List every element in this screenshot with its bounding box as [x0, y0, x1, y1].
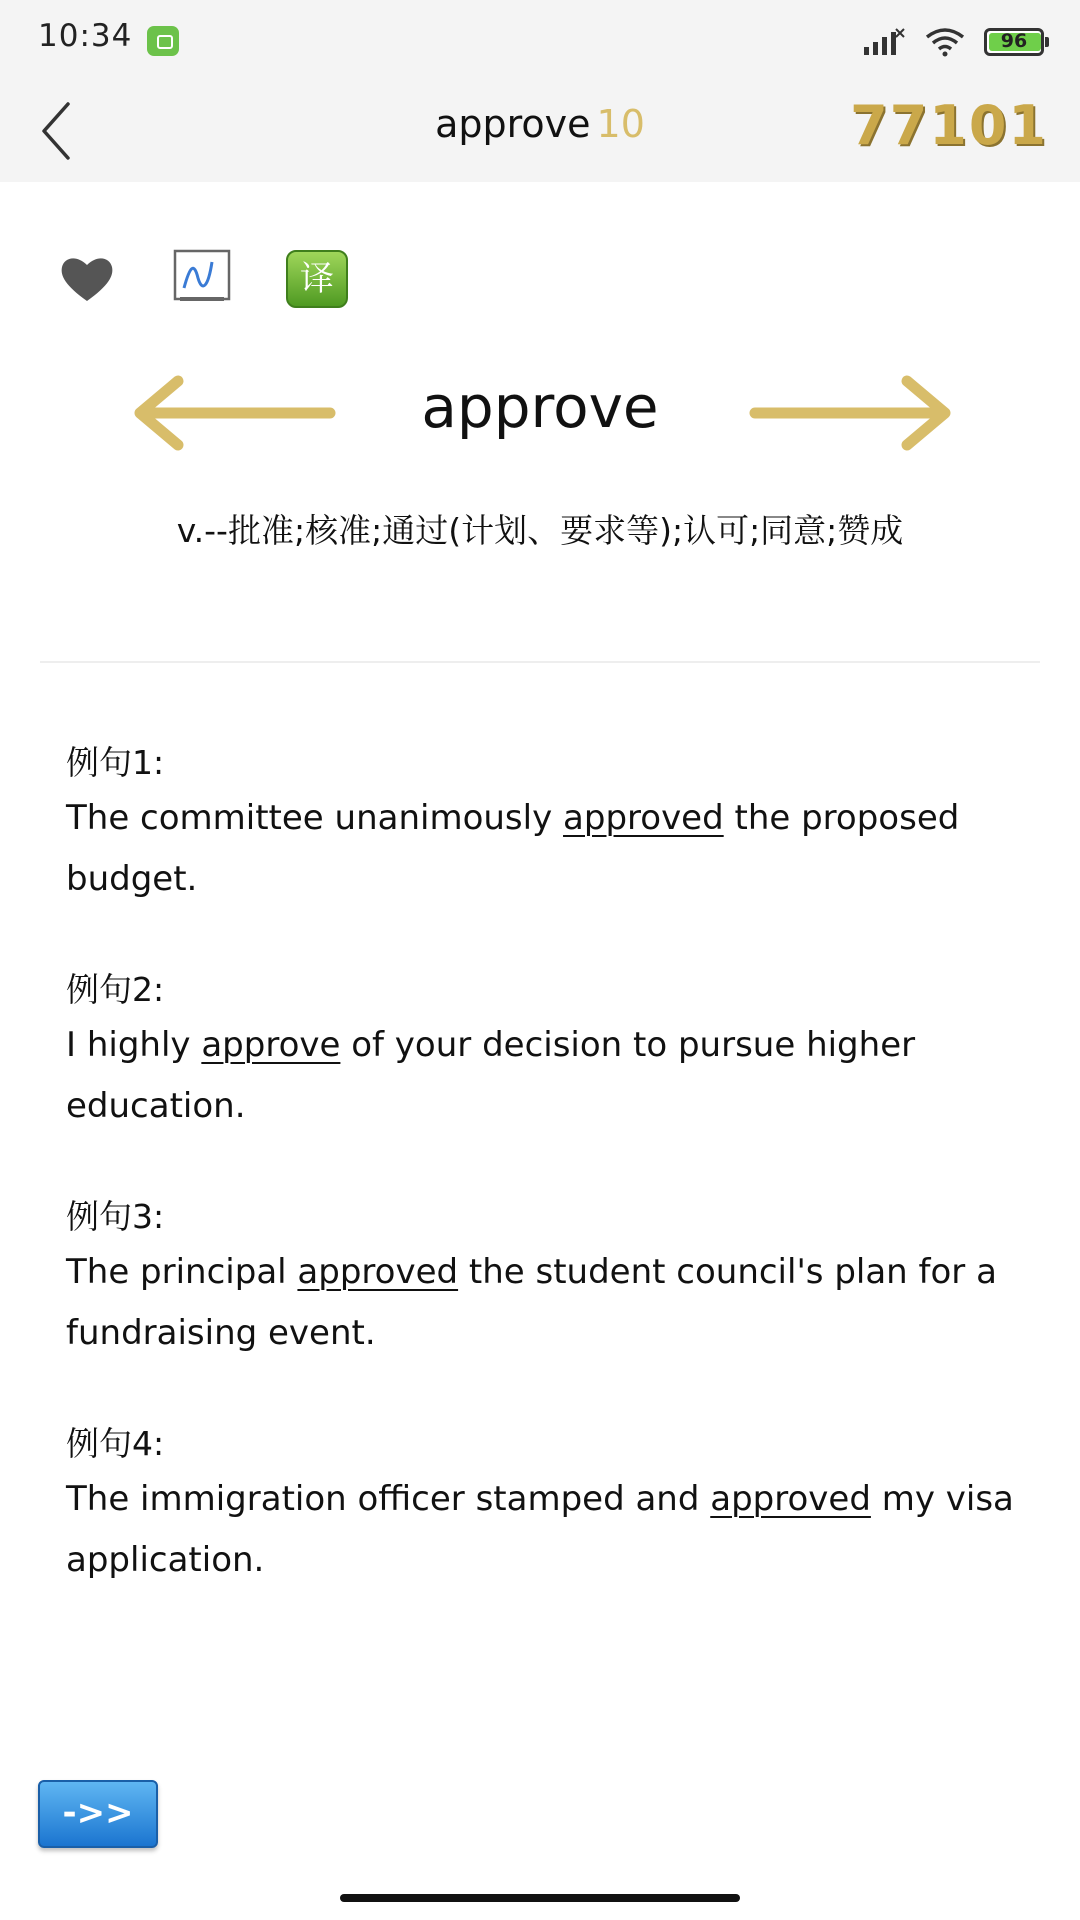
example-item: [66, 738, 1026, 910]
keyword-highlight: approved: [297, 1252, 459, 1292]
sentence-text: the student council's plan for a fundraising event.: [66, 1252, 997, 1353]
sentence-text: the proposed budget.: [66, 798, 960, 899]
translate-button[interactable]: 译: [286, 250, 348, 308]
word-navigator: [0, 365, 1080, 455]
favorite-button[interactable]: [58, 254, 116, 304]
keyword-highlight: approved: [563, 798, 724, 838]
battery-level: 96: [1000, 30, 1028, 52]
sentence-text: The committee unanimously: [66, 798, 564, 838]
score-counter: 77101: [850, 94, 1048, 157]
sentence-text: The immigration officer stamped and: [66, 1479, 711, 1519]
next-button[interactable]: ->>: [38, 1780, 158, 1848]
example-sentence: [66, 788, 1026, 910]
app-notification-icon: [147, 26, 179, 56]
status-indicators: [862, 22, 1044, 62]
example-sentence: [66, 1015, 1026, 1137]
example-label: 例句2:: [66, 970, 165, 1009]
example-sentence: [66, 1469, 1026, 1591]
status-time: 10:34: [38, 18, 133, 54]
signal-icon: [862, 27, 906, 57]
headword: approve: [421, 373, 659, 441]
sentence-text: of your decision to pursue higher education.: [66, 1025, 916, 1126]
example-label: 例句3:: [66, 1197, 165, 1236]
status-bar: [0, 0, 1080, 80]
pronunciation-chart-button[interactable]: [172, 248, 232, 306]
heart-icon: [58, 254, 116, 304]
example-sentence: [66, 1242, 1026, 1364]
sentence-text: I highly: [66, 1025, 202, 1065]
arrow-right-icon[interactable]: [745, 375, 955, 451]
home-indicator[interactable]: [340, 1894, 740, 1902]
example-item: [66, 1419, 1026, 1591]
example-item: [66, 1192, 1026, 1364]
word-count: 10: [596, 102, 645, 146]
sentence-text: The principal: [66, 1252, 298, 1292]
divider: [40, 661, 1040, 663]
battery-indicator: [984, 28, 1044, 56]
title-word: approve: [435, 102, 591, 146]
keyword-highlight: approved: [710, 1479, 871, 1519]
wifi-icon: [924, 27, 966, 57]
keyword-highlight: approve: [201, 1025, 341, 1065]
definition: v.--批准;核准;通过(计划、要求等);认可;同意;赞成: [176, 511, 904, 550]
example-label: 例句1:: [66, 743, 165, 782]
example-item: [66, 965, 1026, 1137]
example-list: [66, 738, 1026, 1646]
header-bar: [0, 80, 1080, 182]
example-label: 例句4:: [66, 1424, 165, 1463]
sentence-text: my visa application.: [66, 1479, 1014, 1580]
chart-icon: [172, 248, 232, 306]
